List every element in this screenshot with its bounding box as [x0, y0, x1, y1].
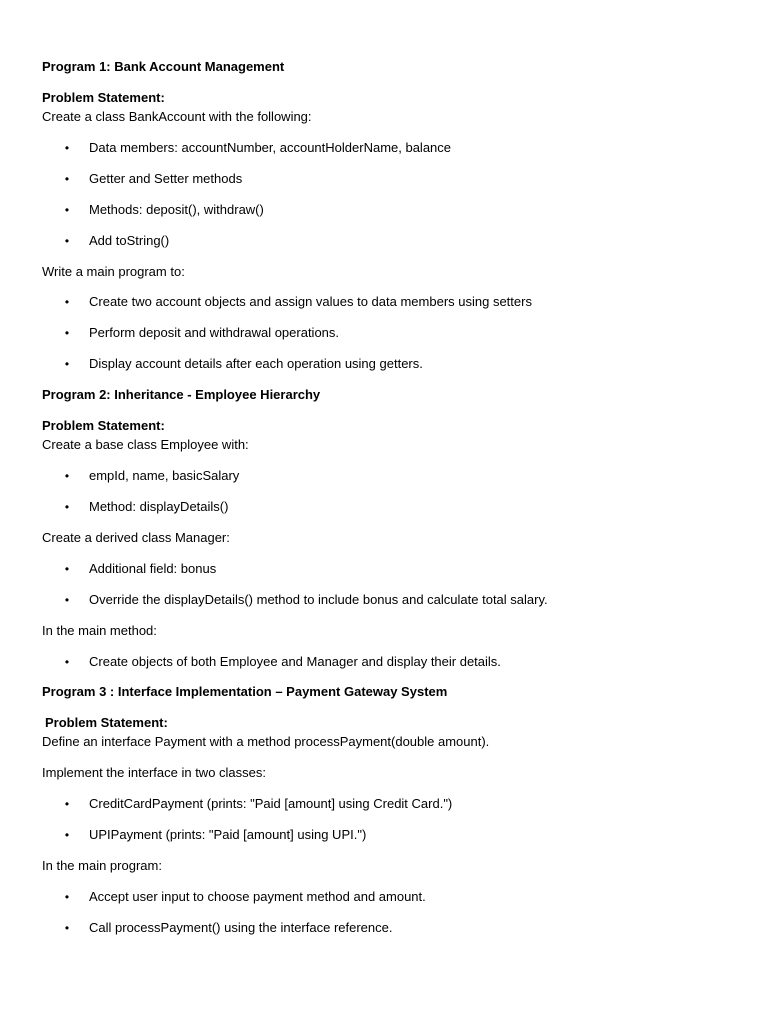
bullet-icon: • — [64, 141, 70, 155]
list-item: empId, name, basicSalary — [89, 468, 240, 483]
program-2-derived-intro: Create a derived class Manager: — [42, 530, 230, 545]
bullet-icon: • — [64, 890, 70, 904]
program-2-problem-label: Problem Statement: — [42, 418, 165, 433]
bullet-icon: • — [64, 357, 70, 371]
bullet-icon: • — [64, 562, 70, 576]
list-item: Additional field: bonus — [89, 561, 217, 576]
list-item: Data members: accountNumber, accountHolderName, balance — [89, 140, 452, 155]
list-item: Methods: deposit(), withdraw() — [89, 202, 264, 217]
bullet-icon: • — [64, 921, 70, 935]
bullet-icon: • — [64, 797, 70, 811]
program-1-problem-label: Problem Statement: — [42, 90, 165, 105]
list-item: UPIPayment (prints: "Paid [amount] using UPI.") — [89, 827, 367, 842]
bullet-icon: • — [64, 172, 70, 186]
program-3-main-intro: In the main program: — [42, 858, 162, 873]
list-item: Call processPayment() using the interface reference. — [89, 920, 393, 935]
bullet-icon: • — [64, 203, 70, 217]
list-item: Getter and Setter methods — [89, 171, 243, 186]
program-1-main-intro: Write a main program to: — [42, 264, 185, 279]
bullet-icon: • — [64, 828, 70, 842]
list-item: Add toString() — [89, 233, 170, 248]
list-item: Create two account objects and assign values to data members using setters — [89, 294, 532, 309]
list-item: CreditCardPayment (prints: "Paid [amount] using Credit Card.") — [89, 796, 453, 811]
bullet-icon: • — [64, 469, 70, 483]
bullet-icon: • — [64, 593, 70, 607]
list-item: Display account details after each operation using getters. — [89, 356, 423, 371]
bullet-icon: • — [64, 234, 70, 248]
list-item: Perform deposit and withdrawal operations. — [89, 325, 340, 340]
bullet-icon: • — [64, 295, 70, 309]
program-3-title: Program 3 : Interface Implementation – Payment Gateway System — [42, 684, 448, 699]
program-3-problem-label: Problem Statement: — [45, 715, 168, 730]
bullet-icon: • — [64, 500, 70, 514]
program-3-intro: Define an interface Payment with a method processPayment(double amount). — [42, 734, 490, 749]
list-item: Create objects of both Employee and Manager and display their details. — [89, 654, 501, 669]
list-item: Accept user input to choose payment method and amount. — [89, 889, 426, 904]
bullet-icon: • — [64, 655, 70, 669]
program-2-title: Program 2: Inheritance - Employee Hierarchy — [42, 387, 321, 402]
list-item: Method: displayDetails() — [89, 499, 229, 514]
bullet-icon: • — [64, 326, 70, 340]
program-3-impl-intro: Implement the interface in two classes: — [42, 765, 266, 780]
list-item: Override the displayDetails() method to include bonus and calculate total salary. — [89, 592, 548, 607]
program-1-title: Program 1: Bank Account Management — [42, 59, 285, 74]
program-2-intro: Create a base class Employee with: — [42, 437, 249, 452]
program-2-main-intro: In the main method: — [42, 623, 157, 638]
program-1-intro: Create a class BankAccount with the following: — [42, 109, 312, 124]
